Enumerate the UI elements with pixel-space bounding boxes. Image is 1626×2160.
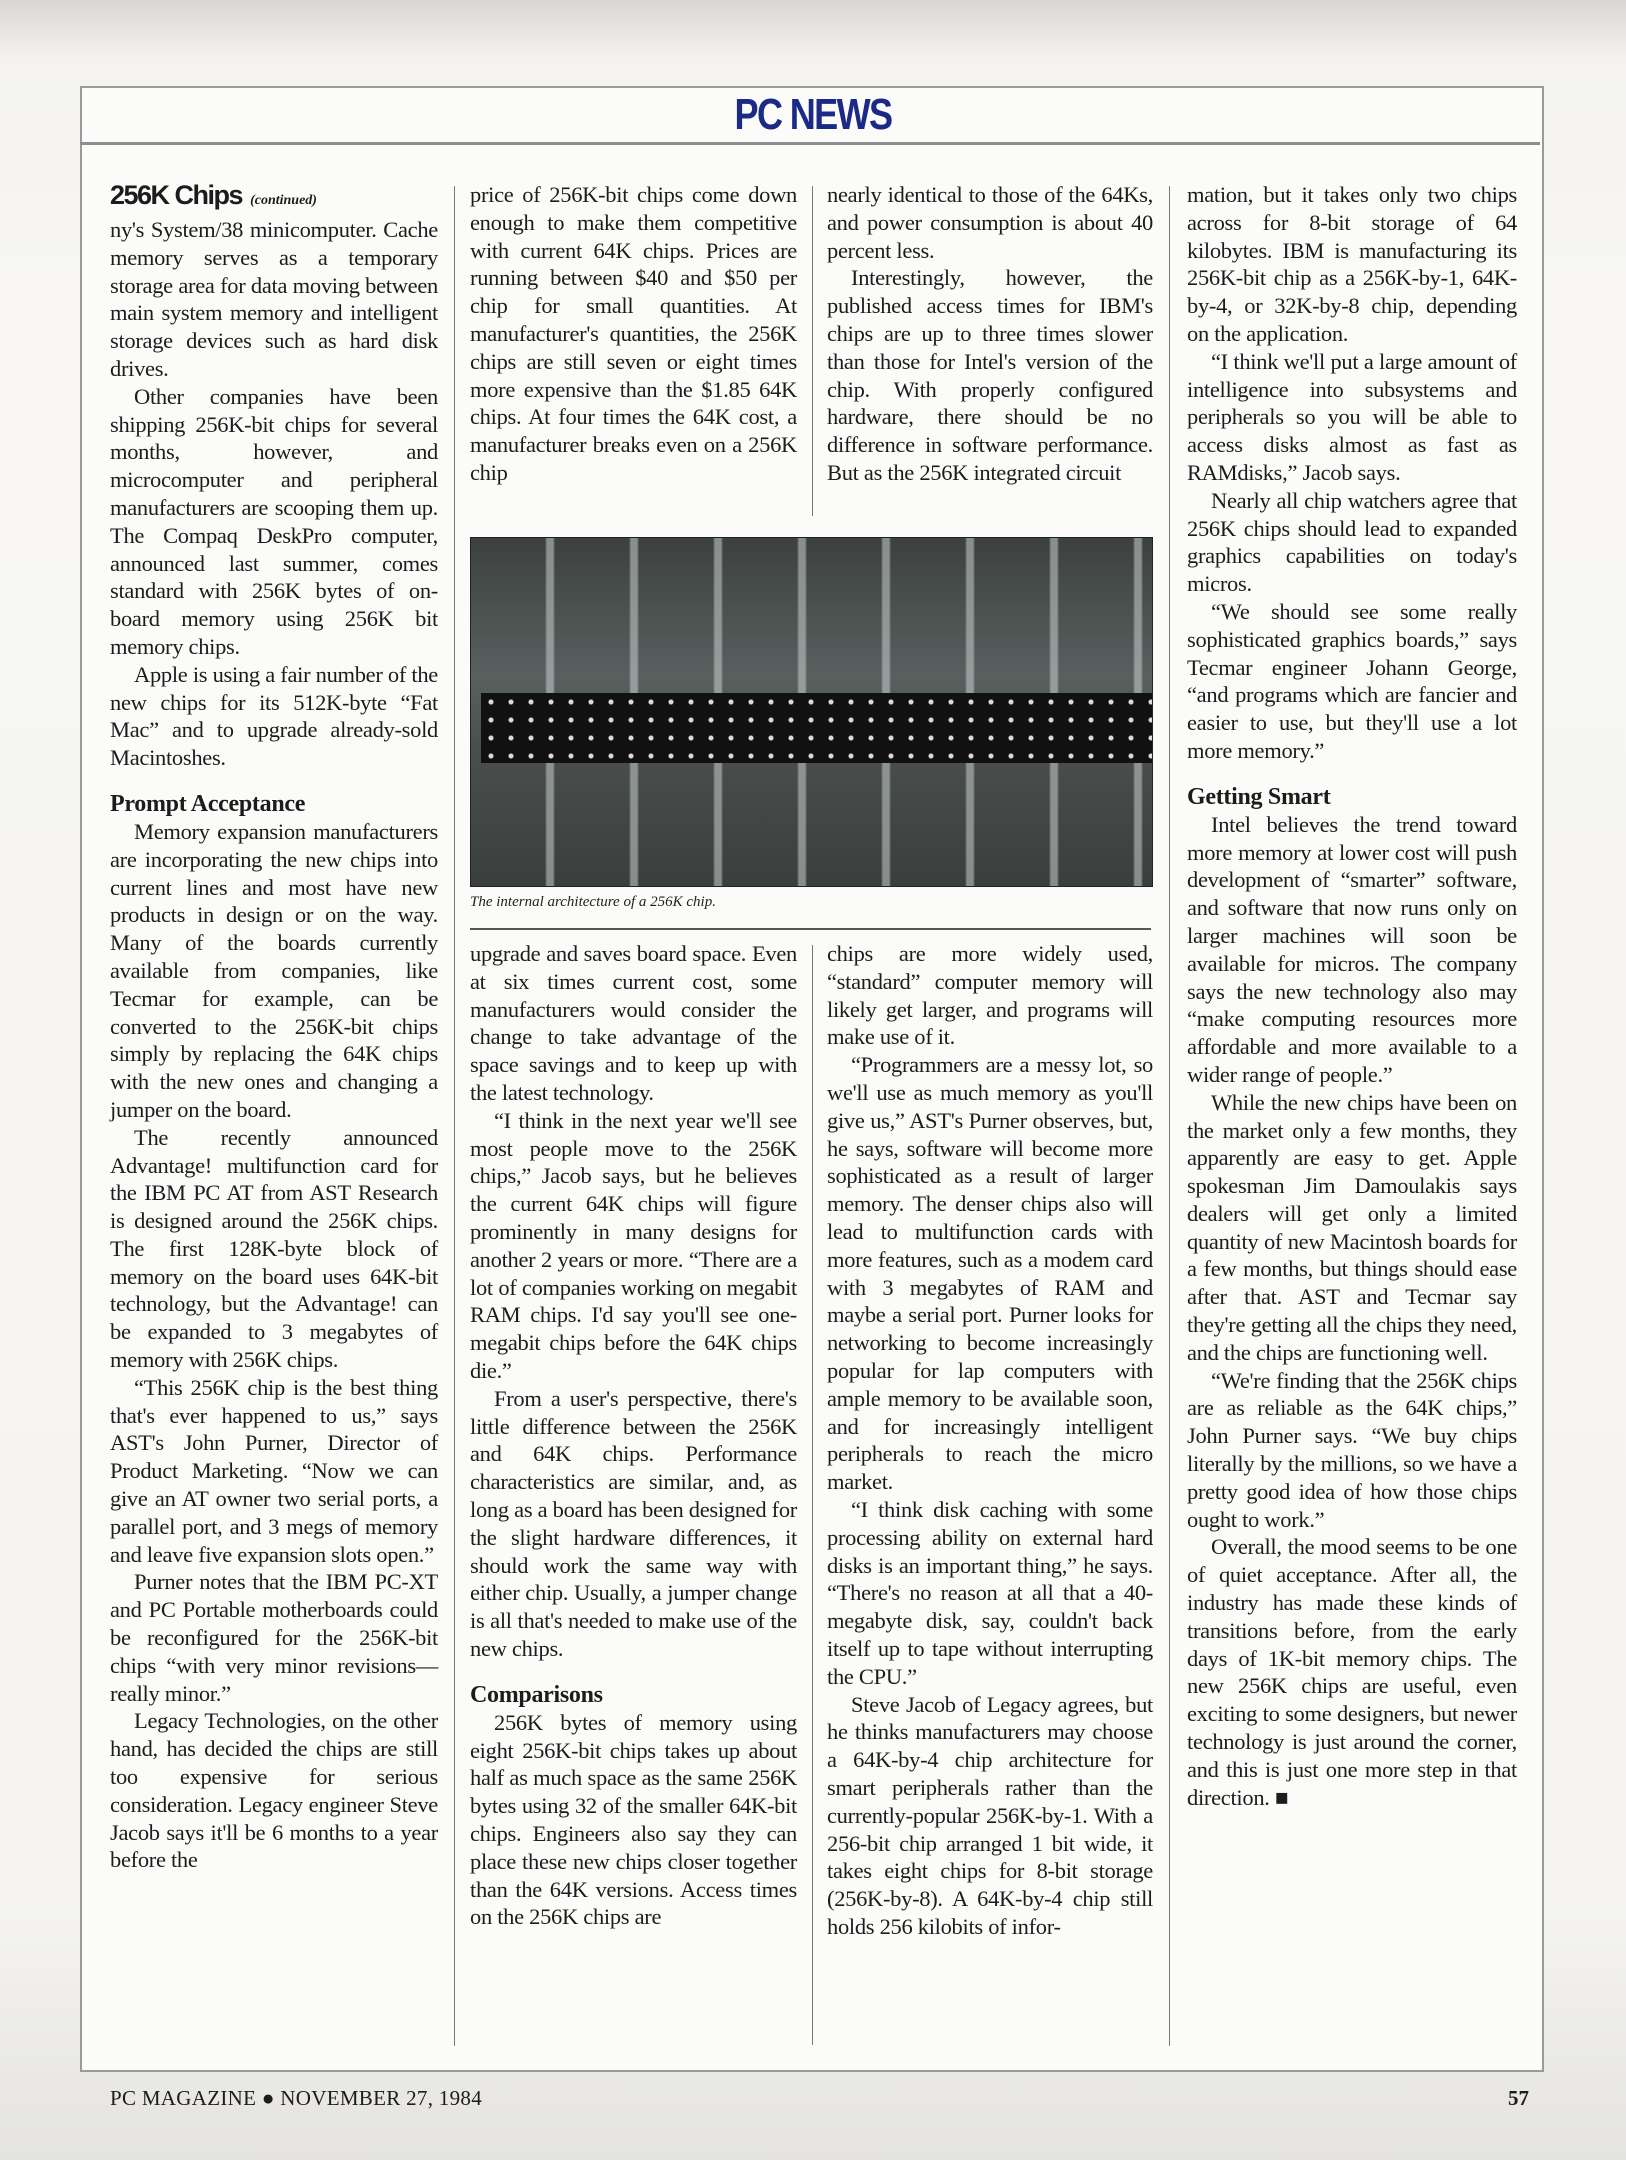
caption-rule bbox=[470, 928, 1151, 930]
paragraph: 256K bytes of memory using eight 256K-bit chips takes up about half as much space as the same 256K bytes using 32 of the smaller 64K-bit chips. Engineers also say they can place these new chips closer together than the 64K versions. Access times on the 256K chips are bbox=[470, 1709, 797, 1930]
paragraph: “We should see some really sophisticated graphics boards,” says Tecmar engineer Johann George, “and programs which are fancier and easier to use, but they'll use a lot more memory.” bbox=[1187, 598, 1517, 763]
paragraph: The recently announced Advantage! multifunction card for the IBM PC AT from AST Research is designed around the 256K chips. The first 128K-byte block of memory on the board uses 64K-bit technology, but the Advantage! can be expanded to 3 megabytes of memory with 256K chips. bbox=[110, 1124, 438, 1373]
paragraph: mation, but it takes only two chips across for 8-bit storage of 64 kilobytes. IBM is manufacturing its 256K-bit chip as a 256K-by-1, 64K-by-4, or 32K-by-8 chip, depending on the application. bbox=[1187, 182, 1517, 346]
paragraph: upgrade and saves board space. Even at six times current cost, some manufacturers would consider the change to take advantage of the space savings and to keep up with the latest technology. bbox=[470, 941, 797, 1105]
column-3-bottom-text bbox=[827, 940, 1153, 1941]
paragraph: “We're finding that the 256K chips are as reliable as the 64K chips,” John Purner says. “We buy chips literally by the millions, so we have a pretty good idea of how those chips ought to work.” bbox=[1187, 1367, 1517, 1532]
article-heading-text: 256K Chips bbox=[110, 180, 243, 210]
column-rule bbox=[454, 186, 455, 2046]
paragraph: Interestingly, however, the published access times for IBM's chips are up to three times slower than those for Intel's version of the chip. With properly configured hardware, there should be no difference in software performance. But as the 256K integrated circuit bbox=[827, 265, 1153, 485]
column-rule bbox=[812, 945, 813, 2045]
continued-note: (continued) bbox=[250, 193, 317, 208]
subheading: Prompt Acceptance bbox=[110, 790, 306, 817]
column-1 bbox=[110, 180, 438, 1874]
paragraph: price of 256K-bit chips come down enough to make them competitive with current 64K chips. Prices are running between $40 and $50 per chip for small quantities. At manufacturer's quantities, the 256K chips are still seven or eight times more expensive than the $1.85 64K chips. At four times the 64K cost, a manufacturer breaks even on a 256K chip bbox=[470, 182, 797, 485]
paragraph: Memory expansion manufacturers are incorporating the new chips into current lines and most have new products in design or on the way. Many of the boards currently available from companies, like Tecmar for example, can be converted to the 256K-bit chips simply by replacing the 64K chips with the new ones and changing a jumper on the board. bbox=[110, 818, 438, 1122]
footer-publication: PC MAGAZINE ● NOVEMBER 27, 1984 bbox=[110, 2086, 482, 2110]
column-rule bbox=[812, 186, 813, 516]
column-2-top-text bbox=[470, 181, 797, 487]
chip-architecture-photo bbox=[470, 537, 1153, 887]
paragraph: Intel believes the trend toward more memory at lower cost will push development of “smarter” software, and software that now runs only on larger machines will soon be available for micros. The company says the new technology also may “make computing resources more affordable and more available to a wider range of people.” bbox=[1187, 811, 1517, 1087]
paragraph: Steve Jacob of Legacy agrees, but he thinks manufacturers may choose a 64K-by-4 chip architecture for smart peripherals rather than the currently-popular 256K-by-1. With a 256-bit chip arranged 1 bit wide, it takes eight chips for 8-bit storage (256K-by-8). A 64K-by-4 chip still holds 256 kilobits of infor- bbox=[827, 1691, 1153, 1939]
column-3-top-text bbox=[827, 181, 1153, 487]
column-4 bbox=[1187, 181, 1517, 1811]
column-3-bottom bbox=[827, 940, 1153, 1941]
column-rule bbox=[1169, 186, 1170, 2046]
section-title: PC NEWS bbox=[734, 90, 892, 139]
paragraph: Legacy Technologies, on the other hand, has decided the chips are still too expensive for serious consideration. Legacy engineer Steve Jacob says it'll be 6 months to a year before the bbox=[110, 1708, 438, 1873]
paragraph: While the new chips have been on the market only a few months, they apparently are easy to get. Apple spokesman Jim Damoulakis says dealers will get only a limited quantity of new Macintosh boards for a few months, but things should ease after that. AST and Tecmar say they're getting all the chips they need, and the chips are functioning well. bbox=[1187, 1089, 1517, 1365]
paragraph: ny's System/38 minicomputer. Cache memory serves as a temporary storage area for data moving between main system memory and intelligent storage devices such as hard disk drives. bbox=[110, 217, 438, 381]
column-3-top bbox=[827, 181, 1153, 487]
paragraph: “Programmers are a messy lot, so we'll use as much memory as you'll give us,” AST's Purner observes, but, he says, software will become more sophisticated as a result of larger memory. The denser chips also will lead to multifunction cards with more features, such as a modem card with 3 megabytes of RAM and maybe a serial port. Purner looks for networking to become increasingly popular for lap computers with ample memory to be available soon, and for increasingly intelligent peripherals to reach the micro market. bbox=[827, 1052, 1153, 1495]
paragraph: Apple is using a fair number of the new chips for its 512K-byte “Fat Mac” and to upgrade already-sold Macintoshes. bbox=[110, 661, 438, 771]
column-1-text bbox=[110, 216, 438, 1874]
subheading: Comparisons bbox=[470, 1681, 603, 1708]
paragraph: “I think disk caching with some processing ability on external hard disks is an important thing,” he says. “There's no reason at all that a 40-megabyte disk, say, couldn't back itself up to tape without interrupting the CPU.” bbox=[827, 1496, 1153, 1689]
column-2-top bbox=[470, 181, 797, 487]
chip-band bbox=[481, 693, 1152, 763]
column-2-bottom-text bbox=[470, 940, 797, 1931]
paragraph: Other companies have been shipping 256K-bit chips for several months, however, and microcomputer and peripheral manufacturers are scooping them up. The Compaq DeskPro computer, announced last summer, comes standard with 256K bytes of on-board memory using 256K bit memory chips. bbox=[110, 383, 438, 659]
paragraph: Nearly all chip watchers agree that 256K chips should lead to expanded graphics capabilities on today's micros. bbox=[1187, 487, 1517, 597]
paragraph: chips are more widely used, “standard” computer memory will likely get larger, and programs will make use of it. bbox=[827, 941, 1153, 1050]
paragraph: Overall, the mood seems to be one of quiet acceptance. After all, the industry has made these kinds of transitions before, from the early days of 1K-bit memory chips. The new 256K chips are useful, even exciting to some designers, but newer technology is just around the corner, and this is just one more step in that direction. ■ bbox=[1187, 1534, 1517, 1810]
paragraph: “This 256K chip is the best thing that's ever happened to us,” says AST's John Purner, Director of Product Marketing. “Now we can give an AT owner two serial ports, a parallel port, and 3 megs of memory and leave five expansion slots open.” bbox=[110, 1374, 438, 1567]
paragraph: From a user's perspective, there's little difference between the 256K and 64K chips. Performance characteristics are similar, and, as long as a board has been designed for the slight hardware differences, it should work the same way with either chip. Usually, a jumper change is all that's needed to make use of the new chips. bbox=[470, 1385, 797, 1661]
column-2-bottom bbox=[470, 940, 797, 1931]
paragraph: nearly identical to those of the 64Ks, and power consumption is about 40 percent less. bbox=[827, 182, 1153, 263]
article-heading bbox=[110, 180, 438, 216]
column-4-text bbox=[1187, 181, 1517, 1811]
photo-caption: The internal architecture of a 256K chip. bbox=[470, 894, 716, 910]
paragraph: “I think in the next year we'll see most people move to the 256K chips,” Jacob says, but he believes the current 64K chips will figure prominently in many designs for another 2 years or more. “There are a lot of companies working on megabit RAM chips. I'd say you'll see one-megabit chips before the 64K chips die.” bbox=[470, 1107, 797, 1383]
footer-page-number: 57 bbox=[1508, 2086, 1529, 2110]
paragraph: Purner notes that the IBM PC-XT and PC Portable motherboards could be reconfigured for the 256K-bit chips “with very minor revisions—really minor.” bbox=[110, 1569, 438, 1706]
subheading: Getting Smart bbox=[1187, 783, 1331, 810]
paragraph: “I think we'll put a large amount of intelligence into subsystems and peripherals so you will be able to access disks almost as fast as RAMdisks,” Jacob says. bbox=[1187, 348, 1517, 485]
